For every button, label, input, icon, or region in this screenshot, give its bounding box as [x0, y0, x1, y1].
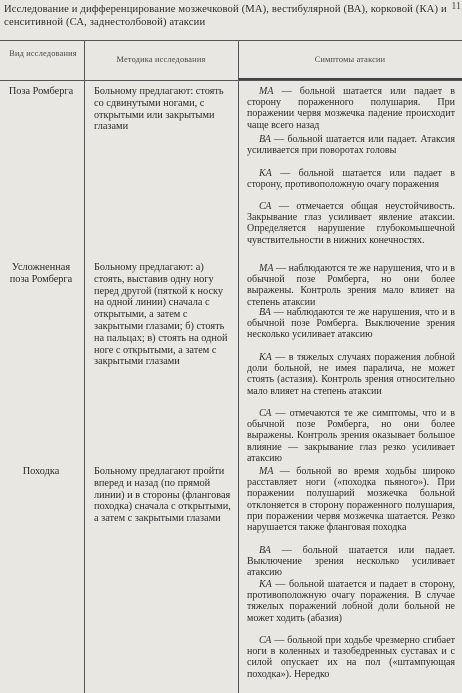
symptom-abbr: КА [259, 168, 272, 179]
symptom-paragraph [247, 545, 455, 579]
symptom-text: — в тяжелых случаях поражения лобной доли больной, не имея паралича, не может стоять (астазия). Контроль зрения относительно мало влияет на степень атаксии [247, 352, 455, 397]
header-type: Вид исследования [9, 49, 77, 58]
symptom-abbr: ВА [259, 307, 271, 318]
symptom-text: — наблюдаются те же нарушения, что и в обычной позе Ромберга, но они более выражены. Контроль зрения мало влияет на степень атаксии [247, 263, 455, 308]
symptom-text: — больной шатается или падает в сторону пораженного полушария. При поражении червя мозжечка падение происходит чаще всего назад [247, 86, 455, 131]
symptom-text: — больной шатается и падает в сторону, противоположную очагу поражения. В случае тяжелых поражений лобной доли больной не может ходить (абазия) [247, 579, 455, 624]
symptom-paragraph [247, 635, 455, 680]
symptom-paragraph [247, 408, 455, 464]
symptom-paragraph [247, 134, 455, 156]
header-method: Методика исследования [116, 55, 206, 64]
symptom-text: — больной шатается или падает. Атаксия усиливается при поворотах головы [247, 134, 455, 157]
symptom-paragraph [247, 168, 455, 190]
symptom-text: — больной во время ходьбы широко расставляет ноги («походка пьяного»). При поражении полушарий мозжечка больной отклоняется в сторону пораженного полушария, при поражении червя мозжечка шатается. Резко нарушается также фланговая походка [247, 466, 455, 534]
row-method: Больному предлагают пройти вперед и назад (по прямой линии) и в стороны (фланговая походка) сначала с открытыми, а затем с закрытыми глазами [94, 466, 231, 525]
symptom-abbr: МА [259, 466, 274, 477]
symptom-abbr: МА [259, 263, 274, 274]
column-divider-2 [238, 40, 239, 693]
symptom-abbr: СА [259, 408, 272, 419]
symptom-paragraph [247, 352, 455, 397]
header-symptoms: Симптомы атаксии [314, 55, 386, 64]
symptom-abbr: КА [259, 352, 272, 363]
symptom-text: — больной шатается или падает. Выключение зрения несколько усиливает атаксию [247, 545, 455, 579]
symptom-paragraph [247, 201, 455, 246]
symptom-text: — больной при ходьбе чрезмерно сгибает ноги в коленных и тазобедренных суставах и с силой опускает их на пол («штампующая походка»). Нередко [247, 635, 455, 680]
symptom-abbr: СА [259, 635, 272, 646]
symptom-abbr: ВА [259, 545, 271, 556]
row-name: Походка [22, 466, 60, 477]
symptom-abbr: СА [259, 201, 272, 212]
symptom-paragraph [247, 263, 455, 308]
page-number: 11 [451, 1, 461, 12]
symptom-paragraph [247, 307, 455, 341]
table-top-rule [0, 40, 462, 41]
row-name: Поза Ромберга [8, 86, 74, 97]
symptom-paragraph [247, 466, 455, 533]
column-divider-1 [84, 40, 85, 693]
table-title: Исследование и дифференцирование мозжечковой (МА), вестибулярной (ВА), корковой (КА) и сенситивной (СА, заднестолбовой) атаксии [4, 4, 447, 28]
symptom-text: — наблюдаются те же нарушения, что и в обычной позе Ромберга. Выключение зрения несколько усиливает атаксию [247, 307, 455, 341]
symptom-paragraph [247, 86, 455, 131]
header-bottom-rule [0, 80, 462, 81]
symptom-text: — отмечаются те же симптомы, что и в обычной позе Ромберга, но они более выражены. Контроль зрения оказывает большое влияние — закрывание глаз резко усиливает атаксию [247, 408, 455, 464]
symptom-text: — больной шатается или падает в сторону, противоположную очагу поражения [247, 168, 455, 191]
symptom-abbr: МА [259, 86, 274, 97]
row-method: Больному предлагают: стоять со сдвинутыми ногами, с открытыми или закрытыми глазами [94, 86, 224, 133]
symptom-paragraph [247, 579, 455, 624]
symptom-text: — отмечается общая неустойчивость. Закрывание глаз усиливает явление атаксии. Определяется нарушение глубокомышечной чувствительности в нижних конечностях. [247, 201, 455, 246]
row-method: Больному предлагают: а) стоять, выставив одну ногу перед другой (пяткой к носку на одной линии) сначала с открытыми, а затем с закрытыми глазами; б) стоять на пальцах; в) стоять на одной ноге с открытыми, а затем с закрытыми глазами [94, 262, 228, 368]
symptom-abbr: ВА [259, 134, 271, 145]
row-name: Усложненная поза Ромберга [9, 262, 73, 285]
symptom-row-rule-1 [238, 78, 462, 80]
symptom-abbr: КА [259, 579, 272, 590]
